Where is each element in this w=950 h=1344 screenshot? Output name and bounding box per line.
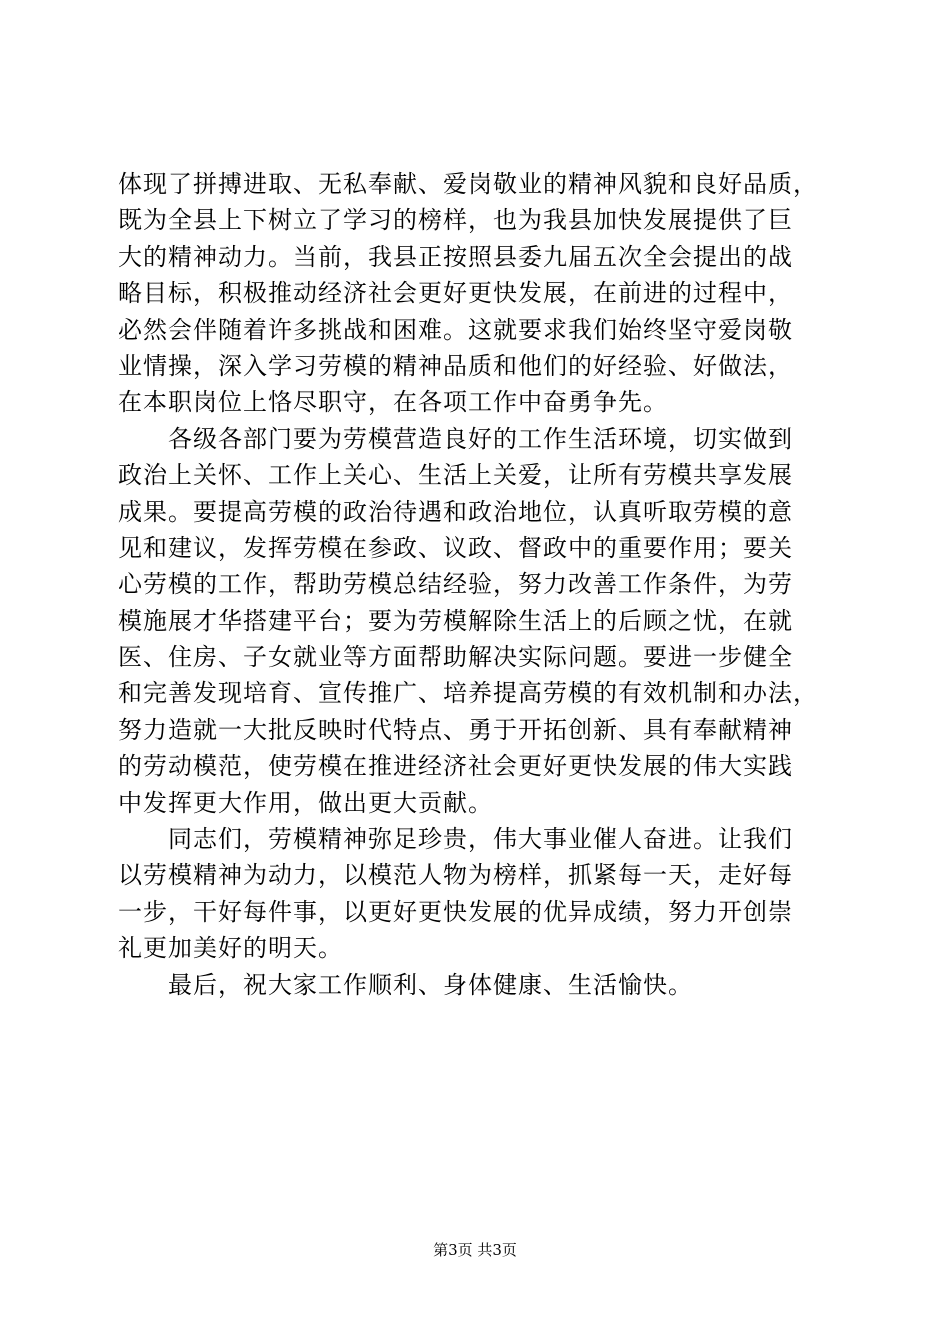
page-number-footer: 第3页 共3页 <box>433 1241 517 1259</box>
text-line: 在本职岗位上恪尽职守，在各项工作中奋勇争先。 <box>118 388 668 417</box>
text-line: 礼更加美好的明天。 <box>118 934 343 963</box>
text-line: 略目标，积极推动经济社会更好更快发展，在前进的过程中， <box>118 279 793 308</box>
text-line: 必然会伴随着许多挑战和困难。这就要求我们始终坚守爱岗敬 <box>118 315 793 344</box>
text-line: 成果。要提高劳模的政治待遇和政治地位，认真听取劳模的意 <box>118 497 793 526</box>
text-line: 和完善发现培育、宣传推广、培养提高劳模的有效机制和办法， <box>118 679 818 708</box>
text-line: 心劳模的工作，帮助劳模总结经验，努力改善工作条件，为劳 <box>118 570 793 599</box>
text-line: 努力造就一大批反映时代特点、勇于开拓创新、具有奉献精神 <box>118 715 793 744</box>
text-line: 一步，干好每件事，以更好更快发展的优异成绩，努力开创崇 <box>118 897 793 926</box>
text-line: 见和建议，发挥劳模在参政、议政、督政中的重要作用；要关 <box>118 533 793 562</box>
text-line: 的劳动模范，使劳模在推进经济社会更好更快发展的伟大实践 <box>118 752 793 781</box>
text-line: 中发挥更大作用，做出更大贡献。 <box>118 788 493 817</box>
document-body <box>118 166 838 1003</box>
text-line: 业情操，深入学习劳模的精神品质和他们的好经验、好做法， <box>118 351 793 380</box>
text-line: 同志们，劳模精神弥足珍贵，伟大事业催人奋进。让我们 <box>118 825 793 854</box>
text-line: 医、住房、子女就业等方面帮助解决实际问题。要进一步健全 <box>118 643 793 672</box>
text-line: 各级各部门要为劳模营造良好的工作生活环境，切实做到 <box>118 424 793 453</box>
text-line: 既为全县上下树立了学习的榜样，也为我县加快发展提供了巨 <box>118 206 793 235</box>
text-line: 政治上关怀、工作上关心、生活上关爱，让所有劳模共享发展 <box>118 461 793 490</box>
text-line: 以劳模精神为动力，以模范人物为榜样，抓紧每一天，走好每 <box>118 861 793 890</box>
text-line: 最后，祝大家工作顺利、身体健康、生活愉快。 <box>118 970 693 999</box>
text-line: 体现了拼搏进取、无私奉献、爱岗敬业的精神风貌和良好品质， <box>118 170 818 198</box>
text-line: 模施展才华搭建平台；要为劳模解除生活上的后顾之忧，在就 <box>118 606 793 635</box>
text-line: 大的精神动力。当前，我县正按照县委九届五次全会提出的战 <box>118 242 793 271</box>
